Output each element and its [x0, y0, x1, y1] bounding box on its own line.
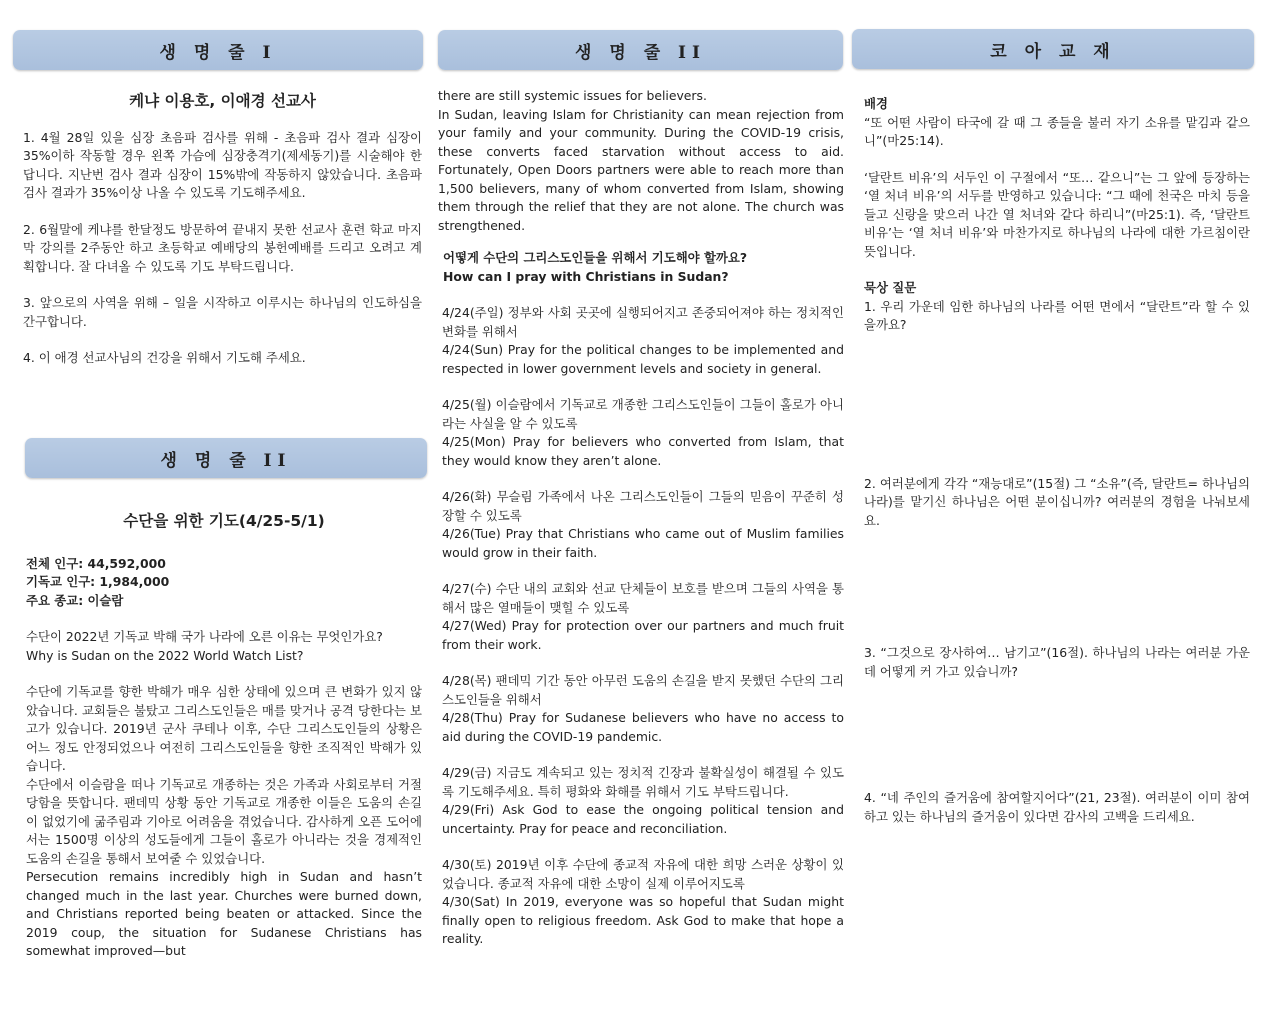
daily-prayer-en: 4/30(Sat) In 2019, everyone was so hopeful that Sudan might finally open to religious freedom. Ask God to make that hope a reality.	[442, 894, 844, 946]
daily-prayer-ko: 4/29(금) 지금도 계속되고 있는 정치적 긴장과 불확실성이 해결될 수 있도록 기도해주세요. 특히 평화와 화해를 위해서 기도 부탁드립니다.	[442, 765, 844, 799]
sudan-title: 수단을 위한 기도(4/25-5/1)	[123, 512, 325, 530]
daily-prayer-list	[438, 304, 844, 949]
daily-prayer-ko: 4/25(월) 이슬람에서 기독교로 개종한 그리스도인들이 그들이 홀로가 아니라는 사실을 알 수 있도록	[442, 397, 844, 431]
stat-population: 전체 인구: 44,592,000	[26, 555, 166, 571]
daily-prayer-ko: 4/24(주일) 정부와 사회 곳곳에 실행되어지고 존중되어져야 하는 정치적인 변화를 위해서	[442, 305, 844, 339]
background-text-1: “또 어떤 사람이 타국에 갈 때 그 종들을 불러 자기 소유를 맡김과 같으니”(마25:14).	[864, 114, 1250, 148]
how-to-pray-ko: 어떻게 수단의 그리스도인들을 위해서 기도해야 할까요?	[443, 250, 748, 265]
question-ko: 수단이 2022년 기독교 박해 국가 나라에 오른 이유는 무엇인가요?	[26, 629, 383, 644]
prayer-item-1: 1. 4월 28일 있을 심장 초음파 검사를 위해 - 초음파 검사 결과 심장이 35%이하 작동할 경우 왼쪽 가슴에 심장충격기(제세동기)를 시술해야 한답니다. 지난번 검사 결과 심장이 15%밖에 작동하지 않았습니다. 초음파 검사 결과가 35%이상 나올 수 있도록 기도해주세요.	[23, 129, 422, 200]
daily-prayer-ko: 4/26(화) 무슬림 가족에서 나온 그리스도인들이 그들의 믿음이 꾸준히 성장할 수 있도록	[442, 489, 844, 523]
daily-prayer-en: 4/28(Thu) Pray for Sudanese believers who have no access to aid during the COVID-19 pandemic.	[442, 710, 844, 744]
meditation-question-1: 1. 우리 가운데 임한 하나님의 나라를 어떤 면에서 “달란트”라 할 수 있을까요?	[864, 298, 1250, 332]
missionary-title: 케냐 이용호, 이애경 선교사	[129, 92, 316, 110]
daily-prayer-en: 4/27(Wed) Pray for protection over our partners and much fruit from their work.	[442, 618, 844, 652]
lifeline-2-banner-left: 생 명 줄 II	[25, 438, 427, 478]
daily-prayer-en: 4/24(Sun) Pray for the political changes to be implemented and respected in lower government levels and society in general.	[442, 342, 844, 376]
missionary-prayer-section	[23, 92, 422, 368]
body-ko-2: 수단에서 이슬람을 떠나 기독교로 개종하는 것은 가족과 사회로부터 거절당함을 뜻합니다. 팬데믹 상황 동안 기독교로 개종한 이들은 도움의 손길이 없었기에 굶주림과 기아로 어려움을 겪었습니다. 감사하게 오픈 도어에서는 1500명 이상의 성도들에게 그들이 홀로가 아니라는 것을 경제적인 도움의 손길을 통해서 보여줄 수 있었습니다.	[26, 776, 422, 866]
continuation-en: there are still systemic issues for believers.	[438, 88, 707, 103]
question-en: Why is Sudan on the 2022 World Watch List?	[26, 647, 304, 663]
daily-prayer-en: 4/25(Mon) Pray for believers who converted from Islam, that they would know they aren’t alone.	[442, 434, 844, 468]
lifeline-2-banner: 생 명 줄 II	[438, 30, 843, 70]
core-material-banner: 코 아 교 재	[852, 29, 1254, 69]
daily-prayer-item	[438, 764, 844, 856]
prayer-item-4: 4. 이 애경 선교사님의 건강을 위해서 기도해 주세요.	[23, 350, 306, 365]
meditation-question-2: 2. 여러분에게 각각 “재능대로”(15절) 그 “소유”(즉, 달란트= 하나님의 나라)를 맡기신 하나님은 어떤 분이십니까? 여러분의 경험을 나눠보세요.	[864, 475, 1250, 528]
body-ko-1: 수단에 기독교를 향한 박해가 매우 심한 상태에 있으며 큰 변화가 있지 않았습니다. 교회들은 불탔고 그리스도인들은 매를 맞거나 공격 당한다는 보고가 있습니다. 2019년 군사 쿠테나 이후, 수단 그리스도인들의 상황은 어느 정도 안정되었으나 여전히 그리스도인들을 향한 조직적인 박해가 있습니다.	[26, 684, 422, 773]
daily-prayer-item	[438, 488, 844, 580]
daily-prayer-en: 4/29(Fri) Ask God to ease the ongoing political tension and uncertainty. Pray for peace and reconciliation.	[442, 802, 844, 836]
sudan-prayer-section	[26, 512, 422, 961]
meditation-questions-title: 묵상 질문	[864, 280, 917, 295]
daily-prayer-item	[438, 396, 844, 488]
daily-prayer-ko: 4/30(토) 2019년 이후 수단에 종교적 자유에 대한 희망 스러운 상황이 있었습니다. 종교적 자유에 대한 소망이 실제 이루어지도록	[442, 857, 844, 891]
daily-prayer-item	[438, 856, 844, 949]
background-title: 배경	[864, 96, 888, 111]
prayer-item-3: 3. 앞으로의 사역을 위해 – 일을 시작하고 이루시는 하나님의 인도하심을 간구합니다.	[23, 295, 422, 329]
sudan-prayer-continued	[438, 87, 844, 949]
meditation-question-4: 4. “네 주인의 즐거움에 참여할지어다”(21, 23절). 여러분이 이미 참여하고 있는 하나님의 즐거움이 있다면 감사의 고백을 드리세요.	[864, 790, 1250, 824]
daily-prayer-en: 4/26(Tue) Pray that Christians who came out of Muslim families would grow in their faith.	[442, 526, 844, 560]
prayer-item-2: 2. 6월말에 케냐를 한달정도 방문하여 끝내지 못한 선교사 훈련 학교 마지막 강의를 2주동안 하고 초등학교 예배당의 봉헌예배를 드리고 오려고 계획합니다. 잘 다녀올 수 있도록 기도 부탁드립니다.	[23, 221, 422, 274]
daily-prayer-ko: 4/28(목) 팬데믹 기간 동안 아무런 도움의 손길을 받지 못했던 수단의 그리스도인들을 위해서	[442, 673, 844, 707]
daily-prayer-item	[438, 672, 844, 764]
paragraph-en: In Sudan, leaving Islam for Christianity can mean rejection from your family and your community. During the COVID-19 crisis, these converts faced starvation without access to aid. Fortunately, Open Doors partners were able to reach more than 1,500 believers, many of whom converted from Islam, showing them through the relief that they are not alone. The church was strengthened.	[438, 106, 844, 233]
daily-prayer-ko: 4/27(수) 수단 내의 교회와 선교 단체들이 보호를 받으며 그들의 사역을 통해서 많은 열매들이 맺힐 수 있도록	[442, 581, 844, 615]
meditation-question-3: 3. “그것으로 장사하여… 남기고”(16절). 하나님의 나라는 여러분 가운데 어떻게 커 가고 있습니까?	[864, 645, 1250, 679]
lifeline-1-banner: 생 명 줄 I	[13, 30, 423, 70]
how-to-pray-en: How can I pray with Christians in Sudan?	[443, 268, 729, 284]
body-en: Persecution remains incredibly high in Sudan and hasn’t changed much in the last year. Churches were burned down, and Christians reported being beaten or attacked. Since the 2019 coup, the situation for Sudanese Christians has somewhat improved—but	[26, 869, 422, 958]
daily-prayer-item	[438, 580, 844, 672]
stat-religion: 주요 종교: 이슬람	[26, 592, 124, 608]
stat-christians: 기독교 인구: 1,984,000	[26, 574, 170, 589]
core-material-section	[864, 95, 1250, 826]
background-text-2: ‘달란트 비유’의 서두인 이 구절에서 “또… 같으니”는 그 앞에 등장하는 ‘열 처녀 비유’의 서두를 반영하고 있습니다: “그 때에 천국은 마치 등을 들고 신랑을 맞으러 나간 열 처녀와 같다 하리니”(마25:1). 즉, ‘달란트 비유’는 ‘열 처녀 비유’와 마찬가지로 하나님의 나라에 대한 가르침이란 뜻입니다.	[864, 169, 1250, 259]
daily-prayer-item	[438, 304, 844, 396]
